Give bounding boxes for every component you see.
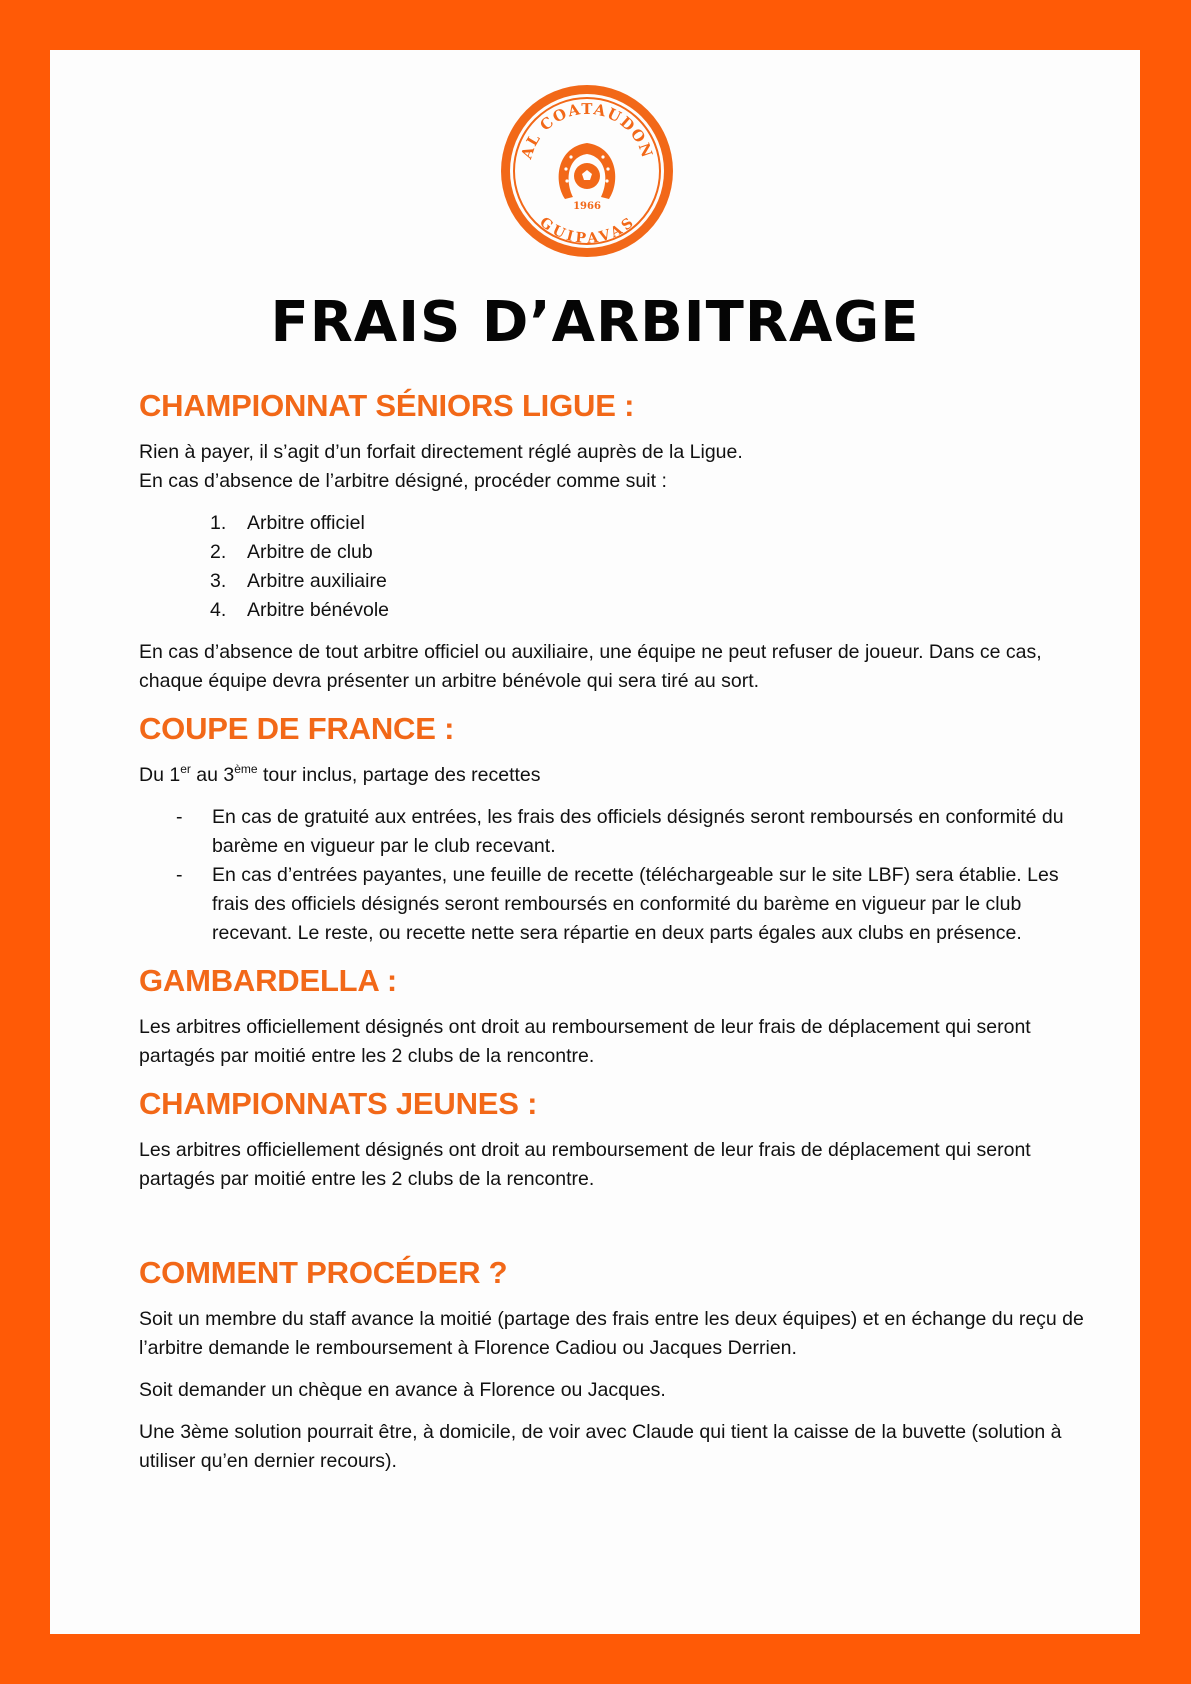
document-page (50, 50, 1140, 1634)
coupe-intro: Du 1er au 3ème tour inclus, partage des recettes (139, 761, 541, 786)
page-title: FRAIS D’ARBITRAGE (270, 290, 920, 355)
jeunes-paragraph: Les arbitres officiellement désignés ont droit au remboursement de leur frais de déplacement qui seront partagés par moitié entre les 2 clubs de la rencontre. (139, 1139, 1031, 1190)
section-heading-gambardella: GAMBARDELLA : (139, 963, 397, 998)
svg-text:GUIPAVAS: GUIPAVAS (536, 214, 638, 247)
list-item: 3. Arbitre auxiliaire (210, 570, 387, 592)
list-item: - En cas de gratuité aux entrées, les frais des officiels désignés seront remboursés en conformité du barème en vigueur par le club recevant. (176, 806, 1064, 857)
section-heading-ligue: CHAMPIONNAT SÉNIORS LIGUE : (139, 388, 635, 423)
referee-priority-list (139, 509, 1099, 625)
section-heading-jeunes: CHAMPIONNATS JEUNES : (139, 1086, 538, 1121)
document-body (139, 386, 1099, 1476)
ligue-line-1: Rien à payer, il s’agit d’un forfait directement réglé auprès de la Ligue. (139, 441, 743, 463)
comment-paragraph-1: Soit un membre du staff avance la moitié (partage des frais entre les deux équipes) et en échange du reçu de l’arbitre demande le remboursement à Florence Cadiou ou Jacques Derrien. (139, 1308, 1084, 1359)
coupe-bullet-list (139, 803, 1099, 948)
ligue-line-2: En cas d’absence de l’arbitre désigné, procéder comme suit : (139, 470, 667, 492)
section-heading-comment: COMMENT PROCÉDER ? (139, 1255, 508, 1290)
section-heading-coupe: COUPE DE FRANCE : (139, 711, 455, 746)
comment-paragraph-3: Une 3ème solution pourrait être, à domicile, de voir avec Claude qui tient la caisse de la buvette (solution à utiliser qu’en dernier recours). (139, 1421, 1062, 1472)
list-item: - En cas d’entrées payantes, une feuille de recette (téléchargeable sur le site LBF) sera établie. Les frais des officiels désignés seront remboursés en conformité du barème en vigueur par le club recevant. Le reste, ou recette nette sera répartie en deux parts égales aux clubs en présence. (176, 864, 1059, 944)
comment-paragraph-2: Soit demander un chèque en avance à Florence ou Jacques. (139, 1379, 666, 1401)
list-item: 2. Arbitre de club (210, 541, 373, 563)
svg-text:AL COATAUDON: AL COATAUDON (517, 99, 657, 161)
list-item: 1. Arbitre officiel (210, 512, 365, 534)
list-item: 4. Arbitre bénévole (210, 599, 390, 621)
ligue-paragraph-absence: En cas d’absence de tout arbitre officiel ou auxiliaire, une équipe ne peut refuser de joueur. Dans ce cas, chaque équipe devra présenter un arbitre bénévole qui sera tiré au sort. (139, 641, 1042, 692)
gambardella-paragraph: Les arbitres officiellement désignés ont droit au remboursement de leur frais de déplacement qui seront partagés par moitié entre les 2 clubs de la rencontre. (139, 1016, 1031, 1067)
club-logo (497, 81, 677, 261)
svg-text:1966: 1966 (573, 201, 601, 212)
